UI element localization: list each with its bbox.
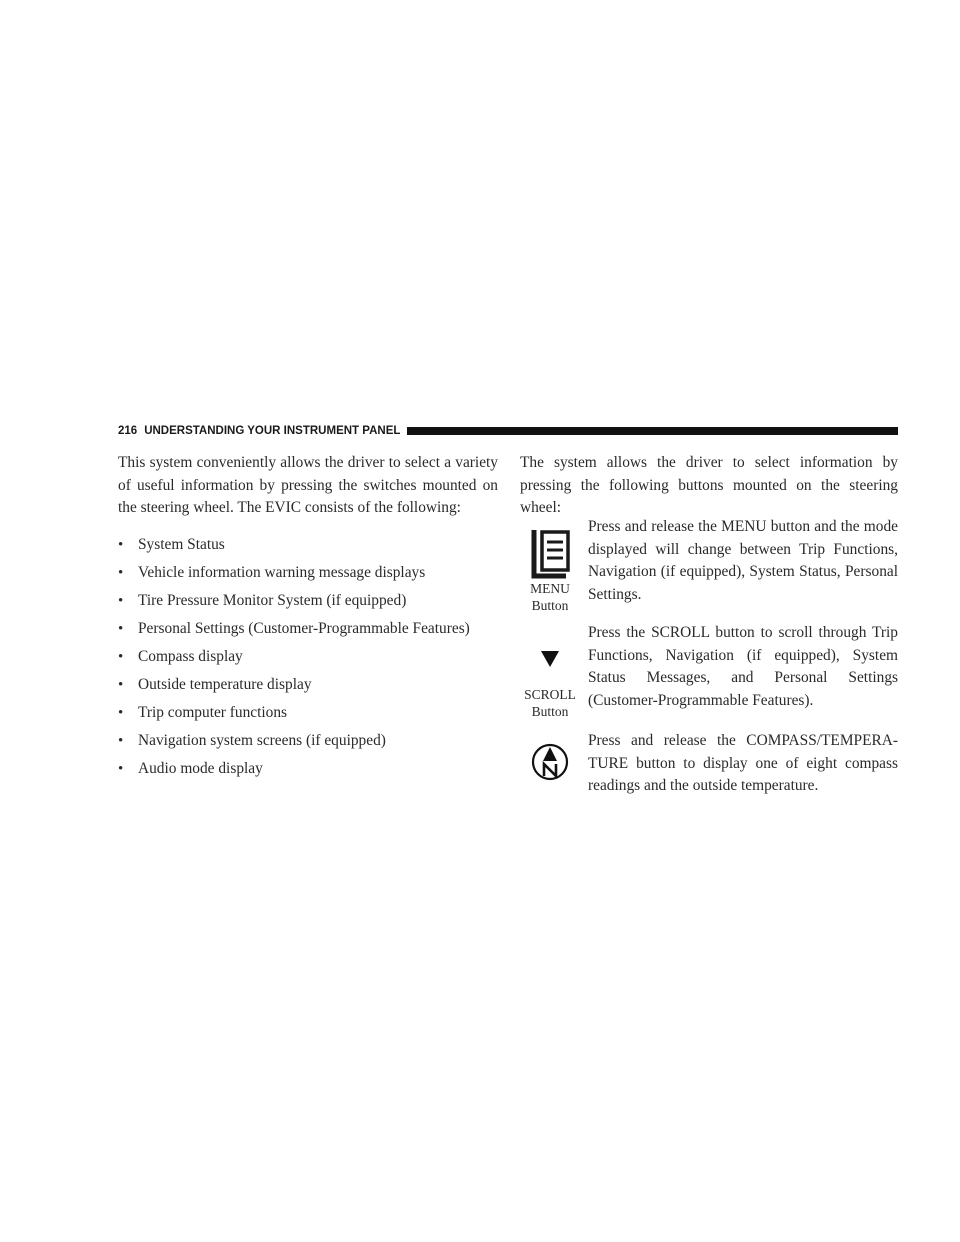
right-column (520, 452, 898, 794)
scroll-button-caption: SCROLL Button (524, 687, 576, 719)
list-item: • Outside temperature display (118, 674, 498, 702)
list-item: • Compass display (118, 646, 498, 674)
scroll-down-arrow-icon (540, 650, 560, 668)
menu-button-caption: MENU Button (530, 581, 570, 613)
list-item: • Tire Pressure Monitor System (if equipped) (118, 590, 498, 618)
bullet-icon: • (118, 704, 124, 721)
bullet-icon: • (118, 620, 124, 637)
bullet-icon: • (118, 536, 124, 553)
menu-button-row (520, 516, 898, 616)
list-item: • Personal Settings (Customer-Programmable Features) (118, 618, 498, 646)
menu-icon (528, 526, 572, 582)
scroll-button-row (520, 622, 898, 722)
compass-north-icon (530, 742, 570, 782)
buttons-intro: The system allows the driver to select information by pressing the following buttons mounted on the steering wheel: (520, 454, 898, 516)
intro-paragraph: This system conveniently allows the driver to select a variety of useful information by pressing the switches mounted on the steering wheel. The EVIC consists of the following: (118, 454, 498, 516)
left-column (118, 452, 498, 786)
list-item: • Navigation system screens (if equipped) (118, 730, 498, 758)
menu-button-description: Press and release the MENU button and the mode displayed will change between Trip Functions, Navigation (if equipped), System Status, Personal Settings. (588, 518, 898, 603)
compass-button-description: Press and release the COMPASS/TEMPERA-TURE button to display one of eight compass readings and the outside temperature. (588, 732, 898, 794)
compass-button-row (520, 730, 898, 810)
bullet-icon: • (118, 732, 124, 749)
section-title: UNDERSTANDING YOUR INSTRUMENT PANEL (144, 425, 401, 437)
list-item: • Audio mode display (118, 758, 498, 786)
bullet-icon: • (118, 676, 124, 693)
bullet-icon: • (118, 592, 124, 609)
header-rule (407, 427, 898, 435)
feature-list (118, 534, 498, 786)
list-item: • Trip computer functions (118, 702, 498, 730)
bullet-icon: • (118, 648, 124, 665)
page-header (118, 421, 898, 441)
list-item: • System Status (118, 534, 498, 562)
bullet-icon: • (118, 760, 124, 777)
list-item: • Vehicle information warning message displays (118, 562, 498, 590)
scroll-button-description: Press the SCROLL button to scroll through Trip Functions, Navigation (if equipped), System Status Messages, and Personal Settings (Customer-Programmable Features). (588, 624, 898, 709)
page-number: 216 (118, 425, 138, 437)
bullet-icon: • (118, 564, 124, 581)
